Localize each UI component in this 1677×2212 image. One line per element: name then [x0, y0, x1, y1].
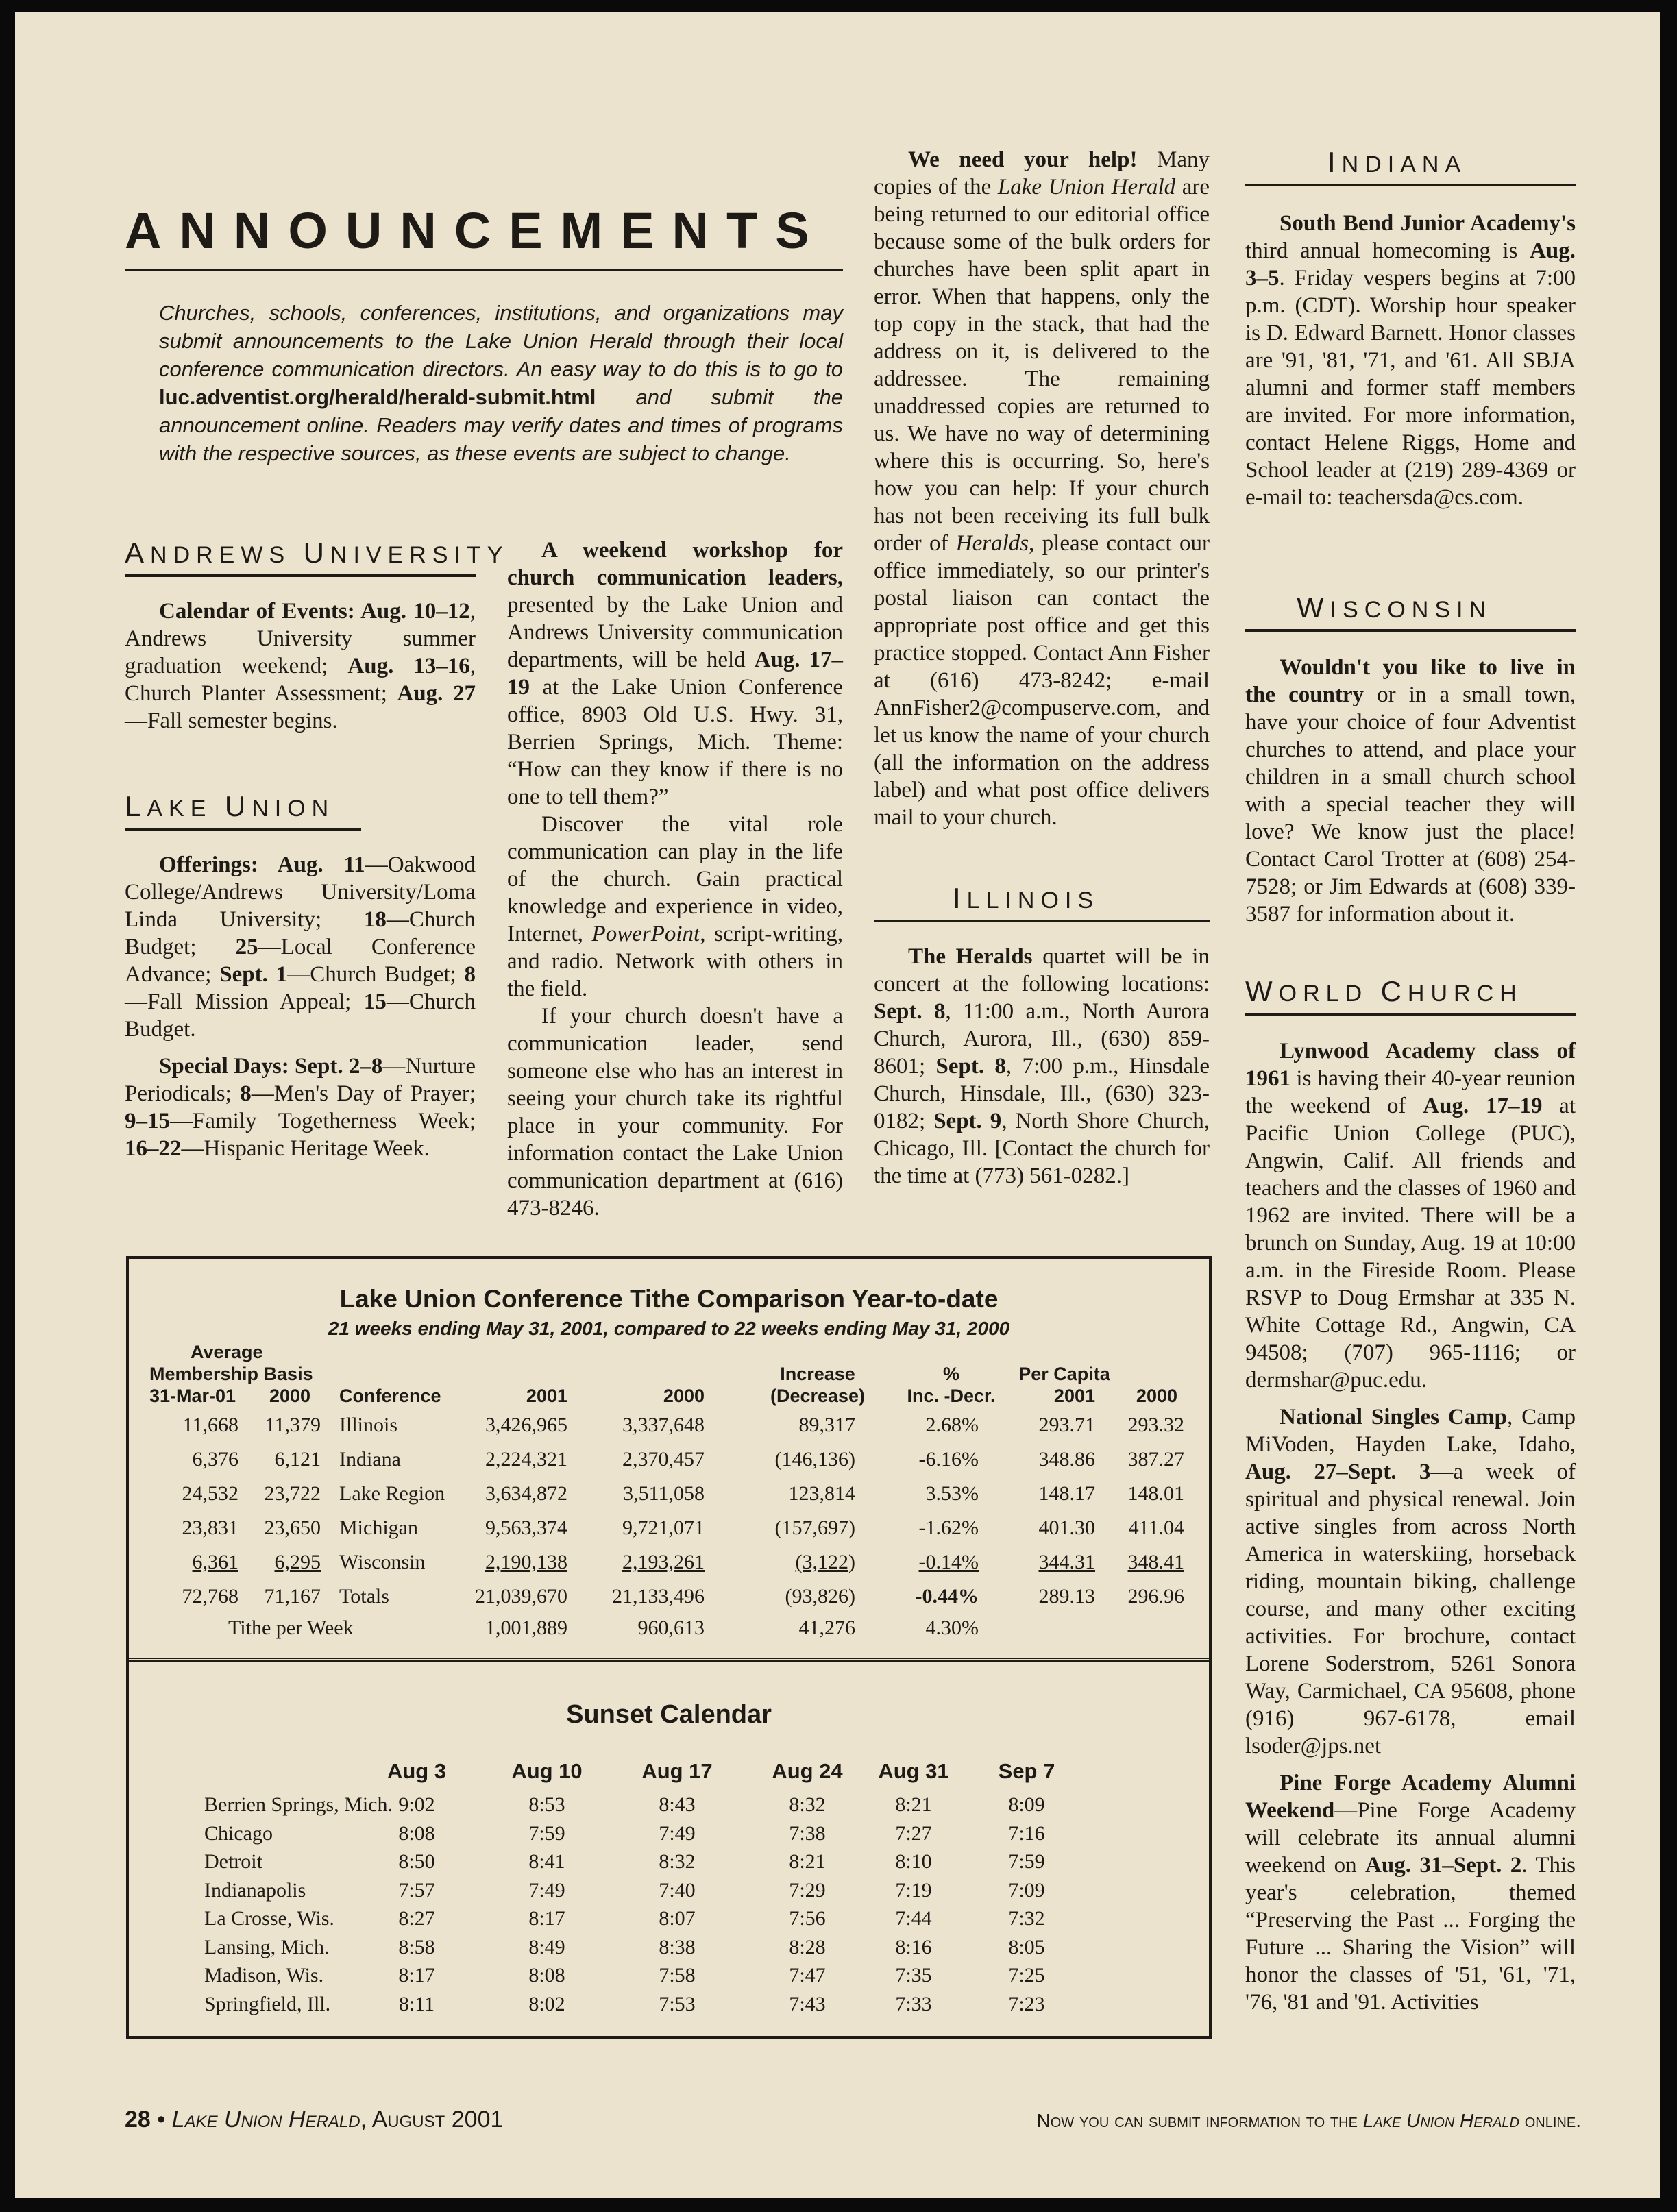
- sunset-time: 7:43: [789, 1992, 826, 2015]
- tithe-cell-t00: 2,370,457: [622, 1448, 705, 1471]
- hdr-pct: %: [942, 1364, 959, 1384]
- tpw-increase: 41,276: [798, 1617, 855, 1639]
- sunset-time: 8:05: [1008, 1935, 1045, 1958]
- illinois-body: The Heralds quartet will be in concert at the following locations: Sept. 8, 11:00 a.m., North Aurora Church, Aurora, Ill., (630) 859-8601; Sept. 8, 7:00 p.m., Hinsdale Church, Hinsdale, Ill., (630) 323-0182; Sept. 9, North Shore Church, Chicago, Ill. [Contact the church for the time at (773) 561-0282.]: [874, 944, 1210, 1188]
- tithe-cell-m01: 23,831: [182, 1516, 238, 1539]
- help-article: We need your help! Many copies of the Lake Union Herald are being returned to our editorial office because some of the bulk orders for churches have been split apart in error. When that happens, only the top copy in the stack, that had the address on it, is delivered to the addressee. The remaining unaddressed copies are returned to us. We have no way of determining where this is occurring. So, here's how you can help: If your church has not been receiving its full bulk order of Heralds, please contact our office immediately, so our printer's postal liaison can contact the appropriate post office and get this practice stopped. Contact Ann Fisher at (616) 473-8242; e-mail AnnFisher2@compuserve.com, and let us know the name of your church (all the information on the address label) and what post office delivers mail to your church.: [874, 147, 1210, 830]
- sunset-city: Springfield, Ill.: [204, 1992, 331, 2015]
- sunset-col-header: Aug 3: [387, 1759, 447, 1783]
- sunset-city: Berrien Springs, Mich.: [204, 1793, 393, 1816]
- wisconsin-section: [1245, 593, 1576, 928]
- tithe-cell-conf: Indiana: [339, 1448, 401, 1471]
- hdr-2000a: 2000: [269, 1386, 311, 1406]
- tithe-cell-t01: 2,224,321: [485, 1448, 567, 1471]
- sunset-time: 8:49: [528, 1935, 565, 1958]
- tithe-cell-t01: 2,190,138: [485, 1551, 567, 1573]
- tithe-cell-t00: 2,193,261: [622, 1551, 705, 1573]
- sunset-time: 8:38: [659, 1935, 696, 1958]
- world-church-heading: WORLD CHURCH: [1245, 977, 1576, 1016]
- tpw-2001: 1,001,889: [485, 1617, 567, 1639]
- sunset-time: 8:16: [895, 1935, 932, 1958]
- hdr-membership: Membership Basis: [149, 1364, 313, 1384]
- lake-union-body: Offerings: Aug. 11—Oakwood College/Andrews University/Loma Linda University; 18—Church Budget; 25—Local Conference Advance; Sept. 1—Church Budget; 8—Fall Mission Appeal; 15—Church Budget. Special Days: Sept. 2–8—Nurture Periodicals; 8—Men's Day of Prayer; 9–15—Family Togetherness Week; 16–22—Hispanic Heritage Week.: [125, 852, 476, 1161]
- tithe-cell-pc00: 387.27: [1127, 1448, 1184, 1471]
- tithe-cell-pc00: 411.04: [1128, 1516, 1184, 1539]
- sunset-time: 8:58: [398, 1935, 435, 1958]
- tithe-cell-t00: 3,511,058: [623, 1482, 705, 1505]
- illinois-section: [874, 884, 1210, 1190]
- hdr-pc2001: 2001: [1053, 1386, 1095, 1406]
- sunset-time: 7:29: [789, 1878, 826, 1902]
- publication-name: Lake Union Herald: [171, 2106, 360, 2133]
- tithe-cell-inc: 89,317: [798, 1414, 855, 1436]
- tithe-cell-pc00: 148.01: [1127, 1482, 1184, 1505]
- sunset-time: 7:16: [1008, 1821, 1045, 1845]
- hdr-increase: Increase: [780, 1364, 855, 1384]
- footer-left: [125, 2108, 503, 2131]
- sunset-time: 8:50: [398, 1850, 435, 1873]
- andrews-body: Calendar of Events: Aug. 10–12, Andrews University summer graduation weekend; Aug. 13–16, Church Planter Assessment; Aug. 27—Fall semester begins.: [125, 599, 476, 733]
- sunset-time: 7:56: [789, 1907, 826, 1930]
- lake-union-heading: LAKE UNION: [125, 792, 361, 831]
- intro-part-1: Churches, schools, conferences, institutions, and organizations may submit announcements to the Lake Union Herald through their local conference communication directors. An easy way to do this is to go to: [159, 301, 843, 381]
- tithe-cell-inc: (93,826): [785, 1585, 855, 1608]
- sunset-time: 7:27: [895, 1821, 932, 1845]
- sunset-time: 7:59: [528, 1821, 565, 1845]
- hdr-2001: 2001: [526, 1386, 567, 1406]
- tithe-cell-t01: 3,634,872: [485, 1482, 567, 1505]
- footer-right: Now you can submit information to the Lake Union Herald online.: [1036, 2110, 1581, 2131]
- tithe-cell-conf: Lake Region: [339, 1482, 445, 1505]
- sunset-time: 8:17: [528, 1907, 565, 1930]
- sunset-time: 7:09: [1008, 1878, 1045, 1902]
- tithe-cell-conf: Totals: [339, 1585, 389, 1608]
- hdr-decrease: (Decrease): [770, 1386, 866, 1406]
- tithe-cell-t01: 3,426,965: [485, 1414, 567, 1436]
- tithe-cell-m00: 71,167: [264, 1585, 321, 1608]
- indiana-body: South Bend Junior Academy's third annual homecoming is Aug. 3–5. Friday vespers begins at 7:00 p.m. (CDT). Worship hour speaker is D. Edward Barnett. Honor classes are '91, '81, '71, and '61. All SBJA alumni and former staff members are invited. For more information, contact Helene Riggs, Home and School leader at (219) 289-4369 or e-mail to: teachersda@cs.com.: [1245, 211, 1576, 510]
- tithe-cell-t01: 21,039,670: [475, 1585, 567, 1608]
- sunset-time: 8:07: [659, 1907, 696, 1930]
- hdr-31mar: 31-Mar-01: [149, 1386, 236, 1406]
- sunset-time: 7:49: [659, 1821, 696, 1845]
- tithe-cell-m01: 24,532: [182, 1482, 238, 1505]
- sunset-time: 8:28: [789, 1935, 826, 1958]
- tpw-2000: 960,613: [637, 1617, 705, 1639]
- tithe-cell-pc00: 293.32: [1127, 1414, 1184, 1436]
- tithe-cell-conf: Illinois: [339, 1414, 398, 1436]
- issue-date: , August 2001: [360, 2106, 504, 2133]
- footer-bullet: •: [157, 2106, 166, 2133]
- wisconsin-heading: WISCONSIN: [1245, 593, 1576, 632]
- sunset-time: 8:10: [895, 1850, 932, 1873]
- sunset-col-header: Sep 7: [998, 1759, 1055, 1783]
- sunset-time: 7:38: [789, 1821, 826, 1845]
- sunset-city: Chicago: [204, 1821, 273, 1845]
- hdr-pc2000: 2000: [1136, 1386, 1177, 1406]
- sunset-time: 7:23: [1008, 1992, 1045, 2015]
- tithe-cell-pc01: 293.71: [1038, 1414, 1095, 1436]
- tithe-cell-pct: 2.68%: [925, 1414, 979, 1436]
- tithe-cell-m01: 6,361: [192, 1551, 238, 1573]
- sunset-time: 8:43: [659, 1793, 696, 1816]
- world-church-body: Lynwood Academy class of 1961 is having their 40-year reunion the weekend of Aug. 17–19 at Pacific Union College (PUC), Angwin, Calif. All friends and teachers and the classes of 1960 and 1962 are invited. There will be a brunch on Sunday, Aug. 19 at 10:00 a.m. in the Fireside Room. Please RSVP to Doug Ermshar at 335 N. White Cottage Rd., Angwin, CA 94508; (707) 965-1116; or dermshar@puc.edu. National Singles Camp, Camp MiVoden, Hayden Lake, Idaho, Aug. 27–Sept. 3—a week of spiritual and physical renewal. Join active singles from across North America in waterskiing, horseback riding, mountain biking, challenge course, and many other exciting activities. For brochure, contact Lorene Soderstrom, 5261 Sonora Way, Carmichael, CA 95608, phone (916) 967-6178, email lsoder@jps.net Pine Forge Academy Alumni Weekend—Pine Forge Academy will celebrate its annual alumni weekend on Aug. 31–Sept. 2. This year's celebration, themed “Preserving the Past ... Forging the Future ... Sharing the Vision” will honor the classes of '51, '61, '71, '76, '81 and '91. Activities: [1245, 1039, 1576, 2015]
- illinois-heading: ILLINOIS: [874, 884, 1210, 922]
- tithe-cell-m00: 6,295: [274, 1551, 321, 1573]
- sunset-time: 8:32: [659, 1850, 696, 1873]
- tithe-cell-pct: -0.14%: [918, 1551, 979, 1573]
- tithe-cell-conf: Michigan: [339, 1516, 418, 1539]
- tithe-cell-pc01: 348.86: [1038, 1448, 1095, 1471]
- tithe-cell-pct: -0.44%: [915, 1585, 979, 1608]
- sunset-time: 8:27: [398, 1907, 435, 1930]
- tithe-cell-m00: 6,121: [274, 1448, 321, 1471]
- hdr-2000b: 2000: [663, 1386, 705, 1406]
- sunset-col-header: Aug 31: [878, 1759, 949, 1783]
- tithe-subtitle: 21 weeks ending May 31, 2001, compared to 22 weeks ending May 31, 2000: [328, 1318, 1010, 1339]
- tithe-cell-pc01: 289.13: [1038, 1585, 1095, 1608]
- tithe-cell-pct: -1.62%: [918, 1516, 979, 1539]
- sunset-time: 7:53: [659, 1992, 696, 2015]
- intro-text: [159, 299, 843, 467]
- tithe-cell-m01: 11,668: [182, 1414, 238, 1436]
- page-number: 28: [125, 2106, 151, 2133]
- world-church-section: [1245, 977, 1576, 2016]
- tithe-cell-m00: 23,650: [264, 1516, 321, 1539]
- sunset-time: 7:59: [1008, 1850, 1045, 1873]
- magazine-page: [15, 12, 1660, 2198]
- sunset-time: 8:08: [528, 1964, 565, 1987]
- submit-link[interactable]: luc.adventist.org/herald/herald-submit.html: [159, 385, 596, 409]
- tithe-title: Lake Union Conference Tithe Comparison Year-to-date: [339, 1285, 999, 1313]
- sunset-col-header: Aug 17: [641, 1759, 713, 1783]
- sunset-city: Madison, Wis.: [204, 1964, 324, 1987]
- sunset-time: 7:33: [895, 1992, 932, 2015]
- tpw-pct: 4.30%: [925, 1617, 979, 1639]
- tithe-cell-pc01: 401.30: [1038, 1516, 1095, 1539]
- tithe-cell-t01: 9,563,374: [485, 1516, 567, 1539]
- sunset-time: 7:19: [895, 1878, 932, 1902]
- tithe-cell-inc: (146,136): [774, 1448, 855, 1471]
- sunset-time: 8:53: [528, 1793, 565, 1816]
- tpw-label: Tithe per Week: [228, 1617, 354, 1639]
- sunset-time: 7:44: [895, 1907, 932, 1930]
- sunset-col-header: Aug 10: [511, 1759, 583, 1783]
- workshop-article: A weekend workshop for church communication leaders, presented by the Lake Union and Andrews University communication departments, will be held Aug. 17–19 at the Lake Union Conference office, 8903 Old U.S. Hwy. 31, Berrien Springs, Mich. Theme: “How can they know if there is no one to tell them?” Discover the vital role communication can play in the life of the church. Gain practical knowledge and experience in video, Internet, PowerPoint, script-writing, and radio. Network with others in the field. If your church doesn't have a communication leader, send someone else who has an interest in seeing your church take its rightful place in your community. For information contact the Lake Union communication department at (616) 473-8246.: [507, 538, 844, 1220]
- hdr-conference: Conference: [339, 1386, 441, 1406]
- indiana-heading: INDIANA: [1245, 148, 1576, 186]
- andrews-heading: ANDREWS UNIVERSITY: [125, 539, 476, 577]
- sunset-time: 9:02: [398, 1793, 435, 1816]
- tithe-cell-inc: 123,814: [788, 1482, 855, 1505]
- tithe-cell-pct: 3.53%: [925, 1482, 979, 1505]
- tithe-cell-pc01: 148.17: [1038, 1482, 1095, 1505]
- tithe-cell-t00: 3,337,648: [622, 1414, 705, 1436]
- hdr-average: Average: [191, 1342, 263, 1362]
- tithe-cell-t00: 21,133,496: [612, 1585, 705, 1608]
- sunset-time: 7:35: [895, 1964, 932, 1987]
- tithe-cell-inc: (157,697): [774, 1516, 855, 1539]
- sunset-city: La Crosse, Wis.: [204, 1907, 334, 1930]
- hdr-incdecr: Inc. -Decr.: [907, 1386, 996, 1406]
- lake-union-section: [125, 792, 476, 1162]
- hdr-percapita: Per Capita: [1018, 1364, 1110, 1384]
- tithe-cell-m01: 6,376: [192, 1448, 238, 1471]
- sunset-time: 7:25: [1008, 1964, 1045, 1987]
- sunset-city: Detroit: [204, 1850, 262, 1873]
- tithe-cell-m00: 11,379: [265, 1414, 321, 1436]
- sunset-time: 8:21: [895, 1793, 932, 1816]
- tithe-cell-pc00: 348.41: [1127, 1551, 1184, 1573]
- tithe-cell-m00: 23,722: [264, 1482, 321, 1505]
- sunset-time: 8:02: [528, 1992, 565, 2015]
- intro-part-2: and submit the announcement online. Readers may verify dates and times of programs with the respective sources, as these events are subject to change.: [159, 385, 843, 465]
- sunset-time: 7:57: [398, 1878, 435, 1902]
- title-rule: [125, 269, 843, 271]
- sunset-time: 7:58: [659, 1964, 696, 1987]
- sunset-time: 8:09: [1008, 1793, 1045, 1816]
- sunset-title: Sunset Calendar: [566, 1700, 772, 1729]
- sunset-col-header: Aug 24: [772, 1759, 843, 1783]
- sunset-city: Indianapolis: [204, 1878, 306, 1902]
- sunset-time: 8:21: [789, 1850, 826, 1873]
- wisconsin-body: Wouldn't you like to live in the country or in a small town, have your choice of four Adventist churches to attend, and place your children in a small church school with a special teacher they will love? We know just the place! Contact Carol Trotter at (608) 254-7528; or Jim Edwards at (608) 339-3587 for information about it.: [1245, 655, 1576, 926]
- sunset-time: 7:47: [789, 1964, 826, 1987]
- page-title: ANNOUNCEMENTS: [125, 202, 827, 259]
- sunset-time: 8:41: [528, 1850, 565, 1873]
- tithe-cell-pc01: 344.31: [1038, 1551, 1095, 1573]
- tithe-table: [126, 1256, 1212, 1662]
- tithe-cell-inc: (3,122): [795, 1551, 855, 1573]
- sunset-time: 7:32: [1008, 1907, 1045, 1930]
- sunset-time: 8:08: [398, 1821, 435, 1845]
- sunset-time: 8:32: [789, 1793, 826, 1816]
- tithe-cell-pct: -6.16%: [918, 1448, 979, 1471]
- tithe-cell-pc00: 296.96: [1127, 1585, 1184, 1608]
- sunset-time: 8:11: [398, 1992, 435, 2015]
- tithe-cell-m01: 72,768: [182, 1585, 238, 1608]
- tithe-cell-t00: 9,721,071: [622, 1516, 705, 1539]
- sunset-table: [126, 1658, 1212, 2039]
- indiana-section: [1245, 148, 1576, 511]
- andrews-section: [125, 537, 509, 735]
- tithe-cell-conf: Wisconsin: [339, 1551, 426, 1573]
- sunset-city: Lansing, Mich.: [204, 1935, 330, 1958]
- sunset-time: 8:17: [398, 1964, 435, 1987]
- sunset-time: 7:40: [659, 1878, 696, 1902]
- sunset-time: 7:49: [528, 1878, 565, 1902]
